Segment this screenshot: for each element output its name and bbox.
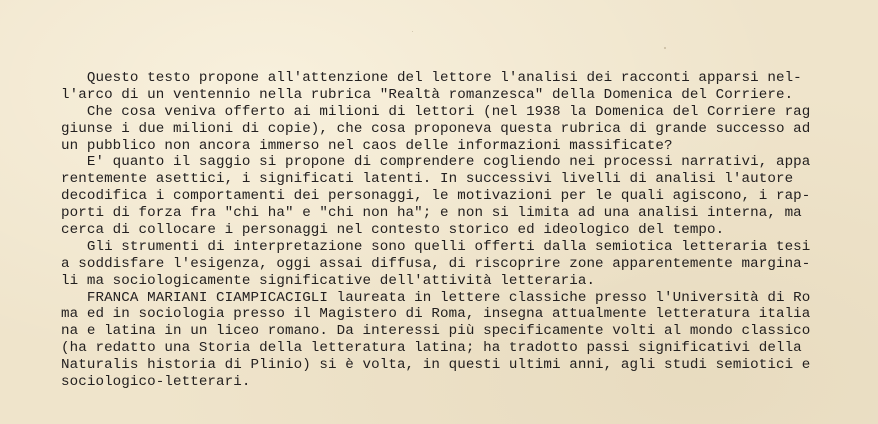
text-line-18: Naturalis historia di Plinio) si è volta, in questi ultimi anni, agli studi semiotici e xyxy=(61,357,811,374)
text-line-19: sociologico-letterari. xyxy=(61,374,251,391)
text-line-17: (ha redatto una Storia della letteratura latina; ha tradotto passi significativi della xyxy=(61,340,802,357)
text-line-8: decodifica i comportamenti dei personaggi, le motivazioni per le quali agiscono, i rap- xyxy=(61,188,811,205)
text-line-9: porti di forza fra "chi ha" e "chi non ha"; e non si limita ad una analisi interna, ma xyxy=(61,205,802,222)
text-line-10: cerca di collocare i personaggi nel contesto storico ed ideologico del tempo. xyxy=(61,222,725,239)
document-text xyxy=(61,70,861,391)
paper-speck xyxy=(412,31,413,32)
text-line-11: Gli strumenti di interpretazione sono quelli offerti dalla semiotica letteraria tesi xyxy=(61,238,811,255)
text-line-13: li ma sociologicamente significative dell'attività letteraria. xyxy=(61,272,596,289)
text-line-4: giunse i due milioni di copie), che cosa proponeva questa rubrica di grande successo ad xyxy=(61,120,811,137)
text-line-6: E' quanto il saggio si propone di comprendere cogliendo nei processi narrativi, appa xyxy=(61,154,811,171)
text-line-7: rentemente asettici, i significati latenti. In successivi livelli di analisi l'autore xyxy=(61,171,794,188)
text-line-12: a soddisfare l'esigenza, oggi assai diffusa, di riscoprire zone apparentemente margina- xyxy=(61,255,811,272)
text-line-15: ma ed in sociologia presso il Magistero di Roma, insegna attualmente letteratura italia xyxy=(61,306,811,323)
text-line-16: na e latina in un liceo romano. Da interessi più specificamente volti al mondo classico xyxy=(61,323,811,340)
text-line-3: Che cosa veniva offerto ai milioni di lettori (nel 1938 la Domenica del Corriere rag xyxy=(61,103,811,120)
paper-speck xyxy=(664,47,666,49)
text-line-5: un pubblico non ancora immerso nel caos delle informazioni massificate? xyxy=(61,137,673,154)
text-line-14: FRANCA MARIANI CIAMPICACIGLI laureata in lettere classiche presso l'Università di Ro xyxy=(61,289,811,306)
text-line-1: Questo testo propone all'attenzione del lettore l'analisi dei racconti apparsi nel- xyxy=(61,70,802,86)
text-line-2: l'arco di un ventennio nella rubrica "Realtà romanzesca" della Domenica del Corriere. xyxy=(61,86,794,103)
